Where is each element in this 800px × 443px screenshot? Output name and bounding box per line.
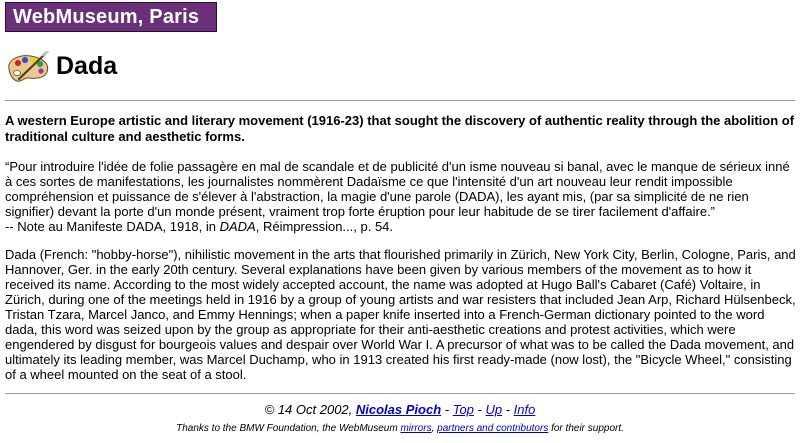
site-banner[interactable] <box>5 2 217 32</box>
quote-block <box>5 159 795 234</box>
footer-nav <box>0 402 800 417</box>
top-link[interactable]: Top <box>452 402 474 417</box>
quote-attribution <box>5 219 795 234</box>
body-text: Dada (French: "hobby-horse"), nihilistic movement in the arts that flourished primarily in Zürich, New York City, Berlin, Cologne, Paris, and Hannover, Ger. in the early 20th century. Several explanations have been given by various members of the movement as to how it received its name. According to the most widely accepted account, the name was adopted at Hugo Ball's Cabaret (Café) Voltaire, in Zürich, during one of the meetings held in 1916 by a group of young artists and war resisters that included Jean Arp, Richard Hülsenbeck, Tristan Tzara, Marcel Janco, and Emmy Hennings; when a paper knife inserted into a French-German dictionary pointed to the word dada, this word was seized upon by the group as appropriate for their anti-aesthetic creations and protest activities, which were engendered by disgust for bourgeois values and despair over World War I. A precursor of what was to be called the Dada movement, and ultimately its leading member, was Marcel Duchamp, who in 1913 created his first ready-made (now lost), the "Bicycle Wheel," consisting of a wheel mounted on the seat of a stool. <box>5 247 796 382</box>
up-link[interactable]: Up <box>485 402 503 417</box>
mirrors-link[interactable]: mirrors <box>400 423 432 434</box>
author-link[interactable]: Nicolas Pioch <box>355 402 442 417</box>
site-title: WebMuseum, Paris <box>13 6 200 28</box>
separator: - <box>441 402 453 417</box>
paint-palette-icon <box>5 51 51 83</box>
separator: - <box>473 402 486 417</box>
divider-top <box>5 100 795 101</box>
quote-text: “Pour introduire l'idée de folie passagère en mal de scandale et de publicité d'un isme nouveau si banal, avec le manque de sérieux inné à ces sortes de manifestations, les journalistes nommèrent Dadaïsme ce que l'intensité d'un art nouveau leur rendit impossible compréhension et puissance de s'élever à l'abstraction, la magie d'une parole (DADA), les ayant mis, (par sa simplicité de ne rien signifier) devant la porte d'un monde présent, vraiment trop forte éruption pour leur habitude de se tirer facilement d'affaire.” <box>5 159 790 219</box>
partners-link[interactable]: partners and contributors <box>437 423 549 434</box>
attribution-prefix: -- Note au Manifeste DADA, 1918, in <box>5 219 220 234</box>
thanks-prefix: Thanks to the BMW Foundation, the WebMuseum <box>176 423 401 434</box>
thanks-comma: , <box>431 423 438 434</box>
separator: - <box>502 402 514 417</box>
copyright-text: © 14 Oct 2002, <box>264 402 356 417</box>
attribution-work: DADA <box>219 219 256 234</box>
thanks-suffix: for their support. <box>548 423 624 434</box>
attribution-suffix: , Réimpression..., p. 54. <box>255 219 394 234</box>
thanks-note <box>0 423 800 434</box>
summary-text: A western Europe artistic and literary movement (1916-23) that sought the discovery of authentic reality through the abolition of traditional culture and aesthetic forms. <box>5 113 795 144</box>
page-title: Dada <box>56 52 118 80</box>
divider-bottom <box>5 393 795 394</box>
info-link[interactable]: Info <box>513 402 536 417</box>
